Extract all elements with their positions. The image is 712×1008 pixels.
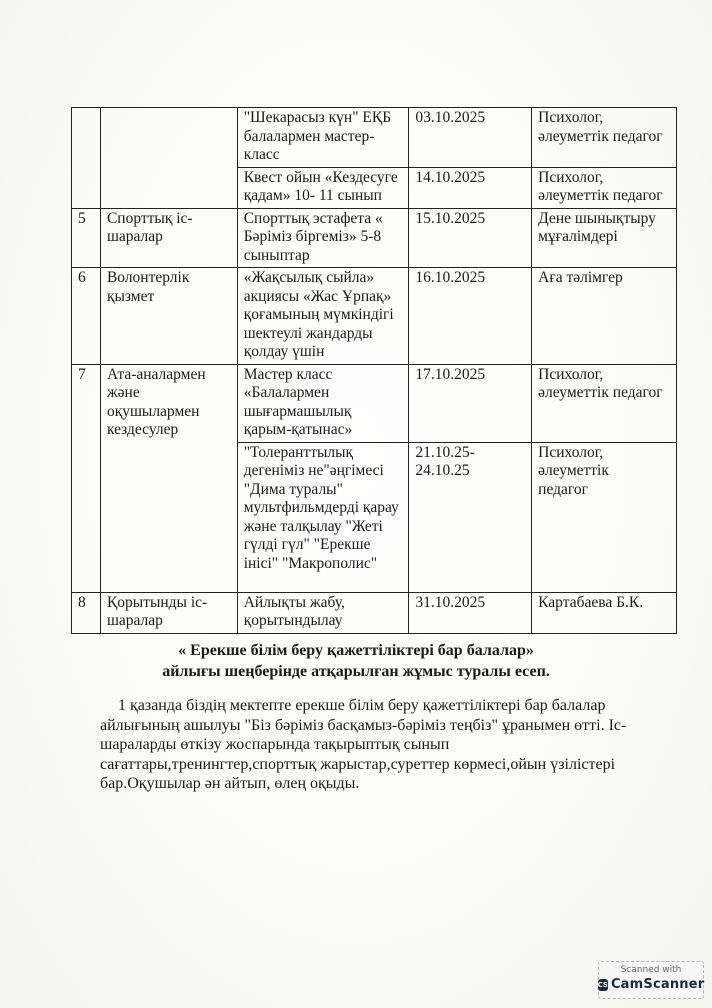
report-body-line: шараларды өткізу жоспарында тақырыптық сынып (100, 736, 450, 753)
row-responsible: Психолог, әлеуметтік педагог (532, 364, 677, 442)
row-activity: Квест ойын «Кездесуге қадам» 10- 11 сынып (237, 167, 409, 208)
row-activity: Айлықты жабу, қорытындылау (237, 592, 409, 633)
row-category: Волонтерлік қызмет (100, 268, 237, 365)
table-row (72, 364, 677, 442)
row-number (72, 108, 101, 209)
row-category: Спорттық іс-шаралар (100, 208, 237, 268)
watermark-brand: CamScanner (610, 977, 705, 992)
report-body-line: айлығының ашылуы "Біз бәріміз басқамыз-бәріміз теңбіз" ұранымен өтті. Іс- (100, 716, 627, 734)
row-responsible: Психолог, әлеуметтік педагог (532, 442, 677, 592)
camscanner-logo-icon: CS (597, 980, 608, 989)
report-title-line: айлығы шеңберінде атқарылған жұмыс туралы есеп. (162, 663, 550, 680)
row-activity: "Толеранттылық дегеніміз не"әңгімесі "Дима туралы" мультфильмдерді қарау және талқылау "Жеті гүлді гүл" "Ерекше інісі" "Макрополис" (237, 442, 409, 592)
row-date: 17.10.2025 (409, 364, 532, 442)
table-row (72, 268, 677, 365)
row-responsible: Психолог, әлеуметтік педагог (532, 167, 677, 208)
row-date: 15.10.2025 (409, 208, 532, 268)
table-row (72, 208, 677, 268)
row-category (100, 108, 237, 209)
row-date: 31.10.2025 (409, 592, 532, 633)
row-date: 14.10.2025 (409, 167, 532, 208)
watermark-caption: Scanned with (620, 965, 682, 975)
table-row (72, 592, 677, 633)
report-title (0, 640, 712, 682)
row-activity: "Шекарасыз күн" ЕҚБ балалармен мастер-класс (237, 108, 409, 168)
report-body (100, 696, 660, 794)
report-body-line: бар.Оқушылар ән айтып, өлең оқыды. (100, 775, 360, 792)
row-category: Қорытынды іс-шаралар (100, 592, 237, 633)
event-plan-table (71, 107, 677, 634)
row-responsible: Аға тәлімгер (532, 268, 677, 365)
report-body-line: 1 қазанда біздің мектепте ерекше білім беру қажеттіліктері бар балалар (118, 697, 606, 714)
row-date: 21.10.25-24.10.25 (409, 442, 532, 592)
row-responsible: Психолог, әлеуметтік педагог (532, 108, 677, 168)
row-activity: Мастер класс «Балалармен шығармашылық қарым-қатынас» (237, 364, 409, 442)
report-body-line: сағаттары,тренингтер,спорттық жарыстар,суреттер көрмесі,ойын үзілістері (100, 755, 616, 773)
row-responsible: Дене шынықтыру мұғалімдері (532, 208, 677, 268)
row-number: 7 (72, 364, 101, 592)
row-number: 6 (72, 268, 101, 365)
camscanner-watermark (598, 961, 704, 999)
row-category: Ата-аналармен және оқушылармен кездесулер (100, 364, 237, 592)
row-number: 8 (72, 592, 101, 633)
row-activity: «Жақсылық сыйла» акциясы «Жас Ұрпақ» қоғамының мүмкіндігі шектеулі жандарды қолдау үшін (237, 268, 409, 365)
table-row (72, 108, 677, 168)
row-responsible: Картабаева Б.К. (532, 592, 677, 633)
row-number: 5 (72, 208, 101, 268)
row-date: 03.10.2025 (409, 108, 532, 168)
report-title-line: « Ерекше білім беру қажеттіліктері бар балалар» (178, 642, 534, 659)
row-date: 16.10.2025 (409, 268, 532, 365)
row-activity: Спорттық эстафета « Бәріміз біргеміз» 5-8 сыныптар (237, 208, 409, 268)
